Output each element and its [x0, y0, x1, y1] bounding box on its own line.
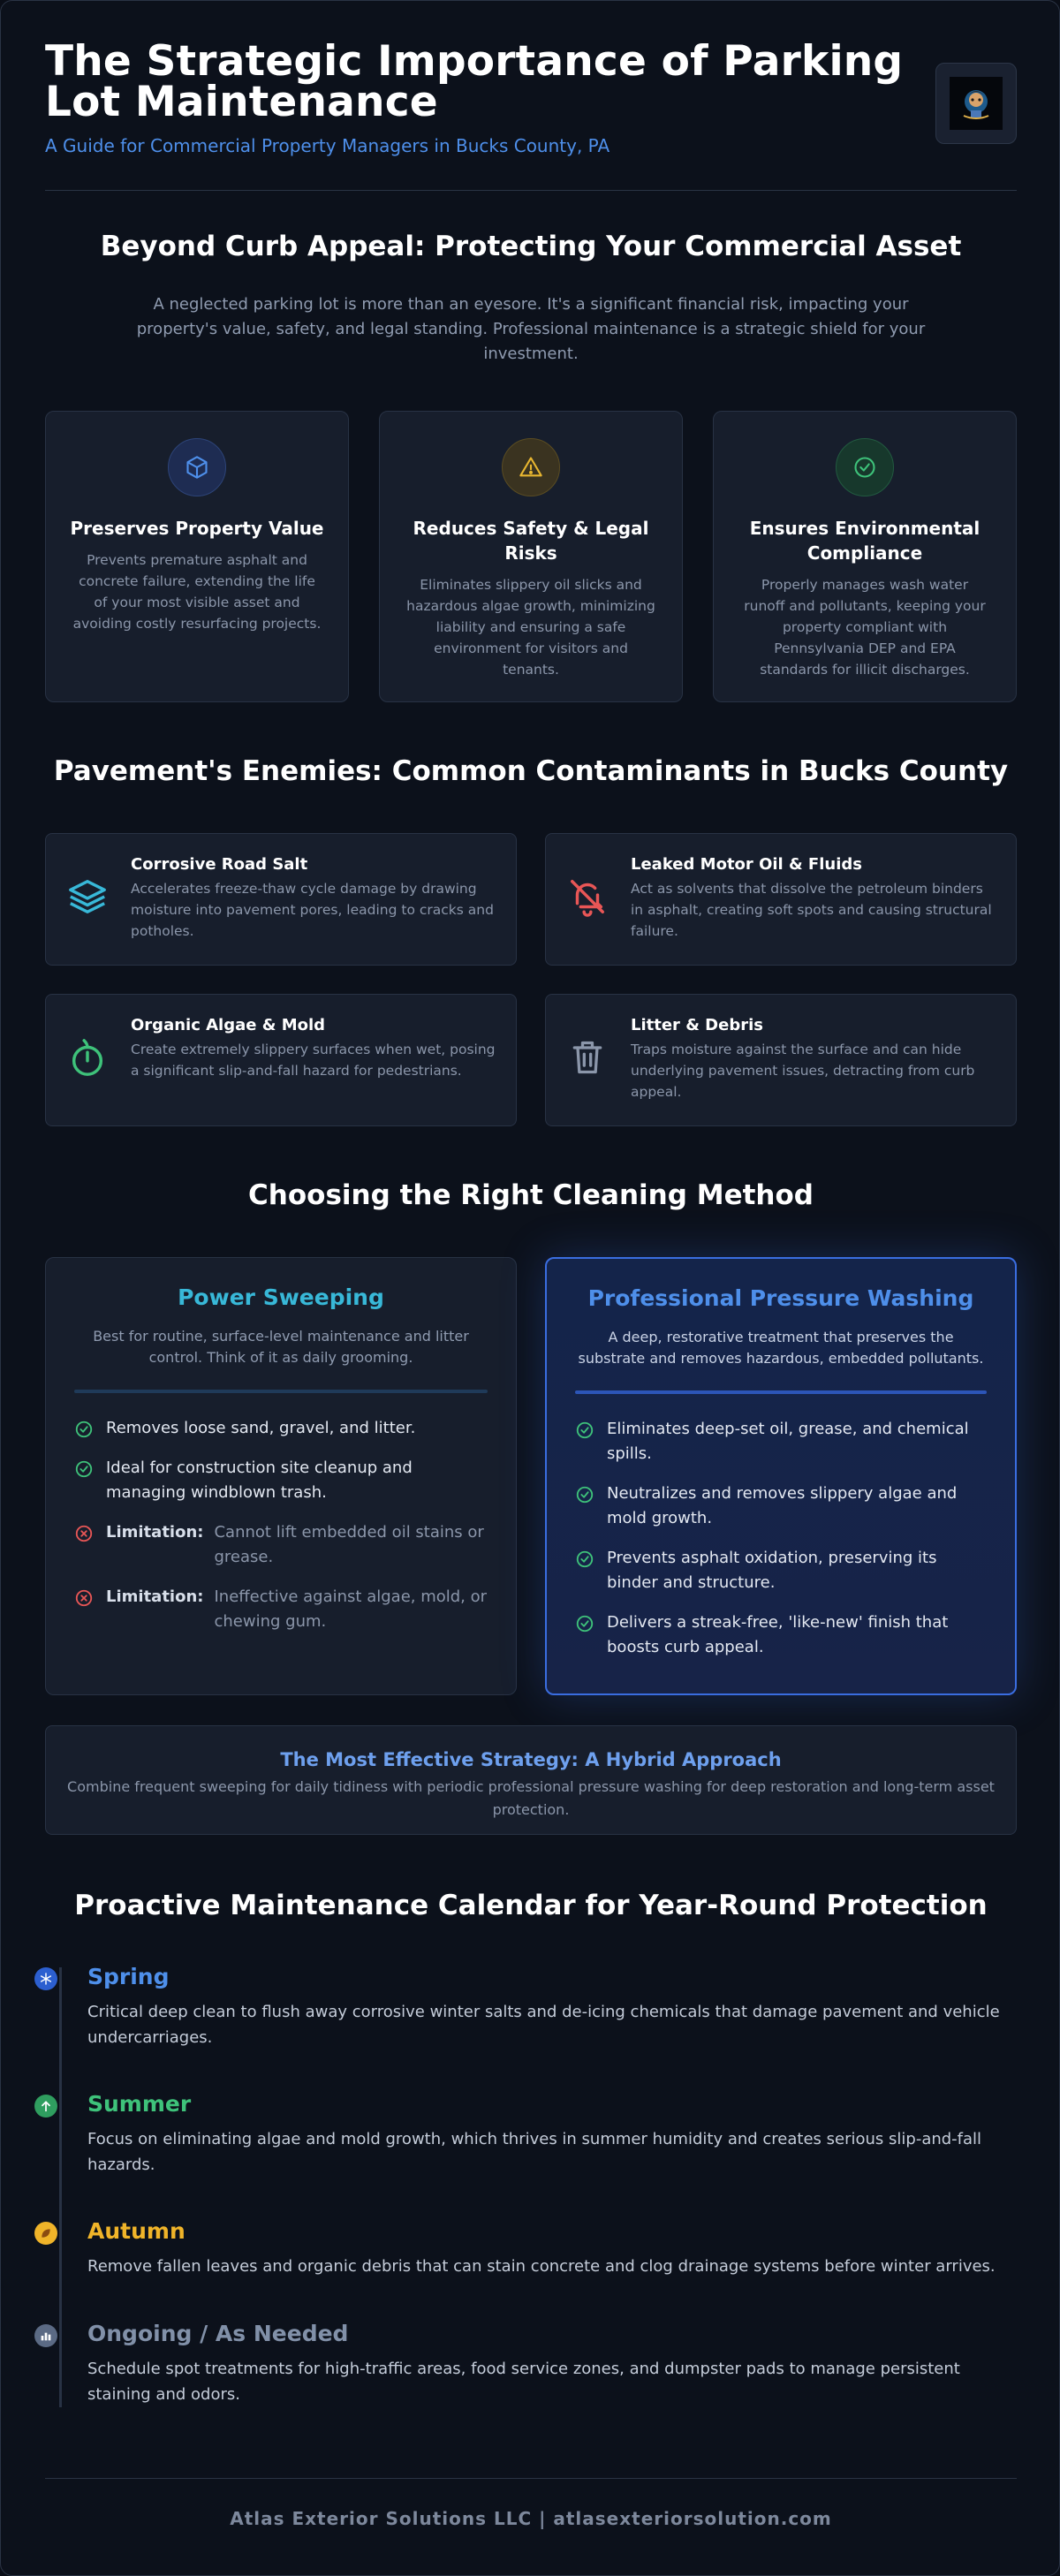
hybrid-approach-callout	[45, 1725, 1017, 1835]
timeline-season: Spring	[87, 1964, 170, 1989]
leaf-icon	[34, 2222, 57, 2245]
benefit-title: Preserves Property Value	[70, 518, 324, 539]
benefit-desc: Prevents premature asphalt and concrete failure, extending the life of your most visible asset and avoiding costly resurfacing projects.	[72, 552, 322, 632]
method-subtitle: Best for routine, surface-level maintenance and litter control. Think of it as daily grooming.	[93, 1328, 469, 1366]
method-point	[575, 1610, 987, 1660]
method-point-text: Eliminates deep-set oil, grease, and chemical spills.	[607, 1420, 969, 1463]
contaminant-title: Leaked Motor Oil & Fluids	[631, 855, 862, 874]
benefit-desc: Eliminates slippery oil slicks and hazardous algae growth, minimizing liability and ensuring a safe environment for visitors and tenants.	[406, 577, 655, 678]
header	[45, 37, 1017, 192]
benefit-title: Reduces Safety & Legal Risks	[413, 518, 649, 564]
method-limitation	[74, 1585, 488, 1634]
methods-section-title: Choosing the Right Cleaning Method	[248, 1179, 814, 1211]
benefit-card-safety	[379, 411, 683, 702]
intro-section-title: Beyond Curb Appeal: Protecting Your Commercial Asset	[100, 231, 962, 262]
company-mascot-logo-icon	[950, 77, 1003, 130]
page-subtitle: A Guide for Commercial Property Managers in Bucks County, PA	[45, 135, 610, 156]
check-circle-icon	[575, 1421, 594, 1440]
intro-text: A neglected parking lot is more than an eyesore. It's a significant financial risk, impacting your property's value, safety, and legal standing. Professional maintenance is a strategic shield for your investment.	[136, 295, 926, 363]
method-point-text: Ideal for construction site cleanup and managing windblown trash.	[106, 1458, 413, 1502]
bar-chart-icon	[34, 2324, 57, 2347]
timeline-line	[59, 1967, 62, 2407]
sprout-timer-icon	[65, 1035, 110, 1080]
trash-icon	[565, 1035, 610, 1080]
limitation-text: Ineffective against algae, mold, or chewing gum.	[214, 1587, 488, 1631]
method-title: Power Sweeping	[178, 1284, 384, 1310]
footer-company-credit: Atlas Exterior Solutions LLC | atlasexteriorsolution.com	[230, 2508, 832, 2529]
contaminants-section-title: Pavement's Enemies: Common Contaminants in Bucks County	[53, 755, 1009, 787]
bell-off-icon	[565, 875, 610, 919]
method-point-text: Removes loose sand, gravel, and litter.	[106, 1419, 416, 1437]
snowflake-icon	[34, 1967, 57, 1990]
method-subtitle: A deep, restorative treatment that preserves the substrate and removes hazardous, embedded pollutants.	[578, 1329, 984, 1367]
check-circle-icon	[575, 1485, 594, 1504]
check-circle-icon	[575, 1614, 594, 1633]
contaminant-desc: Traps moisture against the surface and can hide underlying pavement issues, detracting from curb appeal.	[631, 1042, 975, 1100]
method-point-text: Prevents asphalt oxidation, preserving its binder and structure.	[607, 1549, 937, 1592]
benefit-desc: Properly manages wash water runoff and pollutants, keeping your property compliant with Pennsylvania DEP and EPA standards for illicit discharges.	[744, 577, 986, 678]
method-card-pressure-washing	[545, 1257, 1017, 1695]
contaminant-title: Litter & Debris	[631, 1016, 763, 1034]
method-point	[575, 1481, 987, 1531]
contaminant-card-motor-oil	[545, 833, 1017, 966]
method-divider	[74, 1390, 488, 1393]
check-circle-icon	[575, 1549, 594, 1569]
method-point	[74, 1416, 488, 1441]
timeline-season: Autumn	[87, 2218, 186, 2244]
timeline-text: Schedule spot treatments for high-traffic areas, food service zones, and dumpster pads to manage persistent staining and odors.	[87, 2360, 960, 2404]
x-circle-icon	[74, 1588, 94, 1608]
contaminant-title: Corrosive Road Salt	[131, 855, 308, 874]
warning-triangle-icon	[502, 438, 560, 496]
contaminant-desc: Accelerates freeze-thaw cycle damage by drawing moisture into pavement pores, leading to cracks and potholes.	[131, 881, 494, 939]
limitation-text: Cannot lift embedded oil stains or grease.	[214, 1523, 484, 1566]
method-limitation	[74, 1520, 488, 1570]
method-title: Professional Pressure Washing	[587, 1285, 974, 1311]
method-card-power-sweeping	[45, 1257, 517, 1695]
method-point	[575, 1546, 987, 1595]
company-logo	[935, 63, 1017, 144]
benefit-card-compliance	[713, 411, 1017, 702]
check-circle-icon	[836, 438, 894, 496]
timeline-season: Ongoing / As Needed	[87, 2321, 349, 2346]
check-circle-icon	[74, 1459, 94, 1479]
contaminant-desc: Act as solvents that dissolve the petroleum binders in asphalt, creating soft spots and causing structural failure.	[631, 881, 992, 939]
method-divider	[575, 1390, 987, 1394]
x-circle-icon	[74, 1524, 94, 1543]
benefit-title: Ensures Environmental Compliance	[749, 518, 980, 564]
hybrid-desc: Combine frequent sweeping for daily tidiness with periodic professional pressure washing for deep restoration and long-term asset protection.	[67, 1778, 995, 1818]
contaminant-card-litter	[545, 994, 1017, 1126]
layers-icon	[65, 875, 110, 919]
contaminant-card-algae	[45, 994, 517, 1126]
check-circle-icon	[74, 1420, 94, 1439]
limitation-label: Limitation:	[106, 1587, 204, 1606]
calendar-section-title: Proactive Maintenance Calendar for Year-Round Protection	[74, 1890, 988, 1921]
timeline-text: Remove fallen leaves and organic debris that can stain concrete and clog drainage systems before winter arrives.	[87, 2257, 996, 2276]
method-point-text: Delivers a streak-free, 'like-new' finish that boosts curb appeal.	[607, 1613, 949, 1656]
contaminant-card-road-salt	[45, 833, 517, 966]
method-point-text: Neutralizes and removes slippery algae and mold growth.	[607, 1484, 958, 1527]
timeline-text: Critical deep clean to flush away corrosive winter salts and de-icing chemicals that damage pavement and vehicle undercarriages.	[87, 2003, 1000, 2047]
page-title: The Strategic Importance of Parking Lot Maintenance	[45, 37, 904, 126]
benefit-card-property-value	[45, 411, 349, 702]
hybrid-title: The Most Effective Strategy: A Hybrid Approach	[280, 1749, 782, 1770]
header-divider	[45, 190, 1017, 191]
limitation-label: Limitation:	[106, 1523, 204, 1542]
method-point	[575, 1417, 987, 1466]
cube-icon	[168, 438, 226, 496]
method-point	[74, 1456, 488, 1505]
contaminant-title: Organic Algae & Mold	[131, 1016, 326, 1034]
contaminant-desc: Create extremely slippery surfaces when wet, posing a significant slip-and-fall hazard for pedestrians.	[131, 1042, 496, 1079]
timeline-season: Summer	[87, 2091, 192, 2117]
timeline-text: Focus on eliminating algae and mold growth, which thrives in summer humidity and creates serious slip-and-fall hazards.	[87, 2130, 982, 2174]
arrow-up-icon	[34, 2095, 57, 2118]
footer-divider	[45, 2478, 1017, 2479]
